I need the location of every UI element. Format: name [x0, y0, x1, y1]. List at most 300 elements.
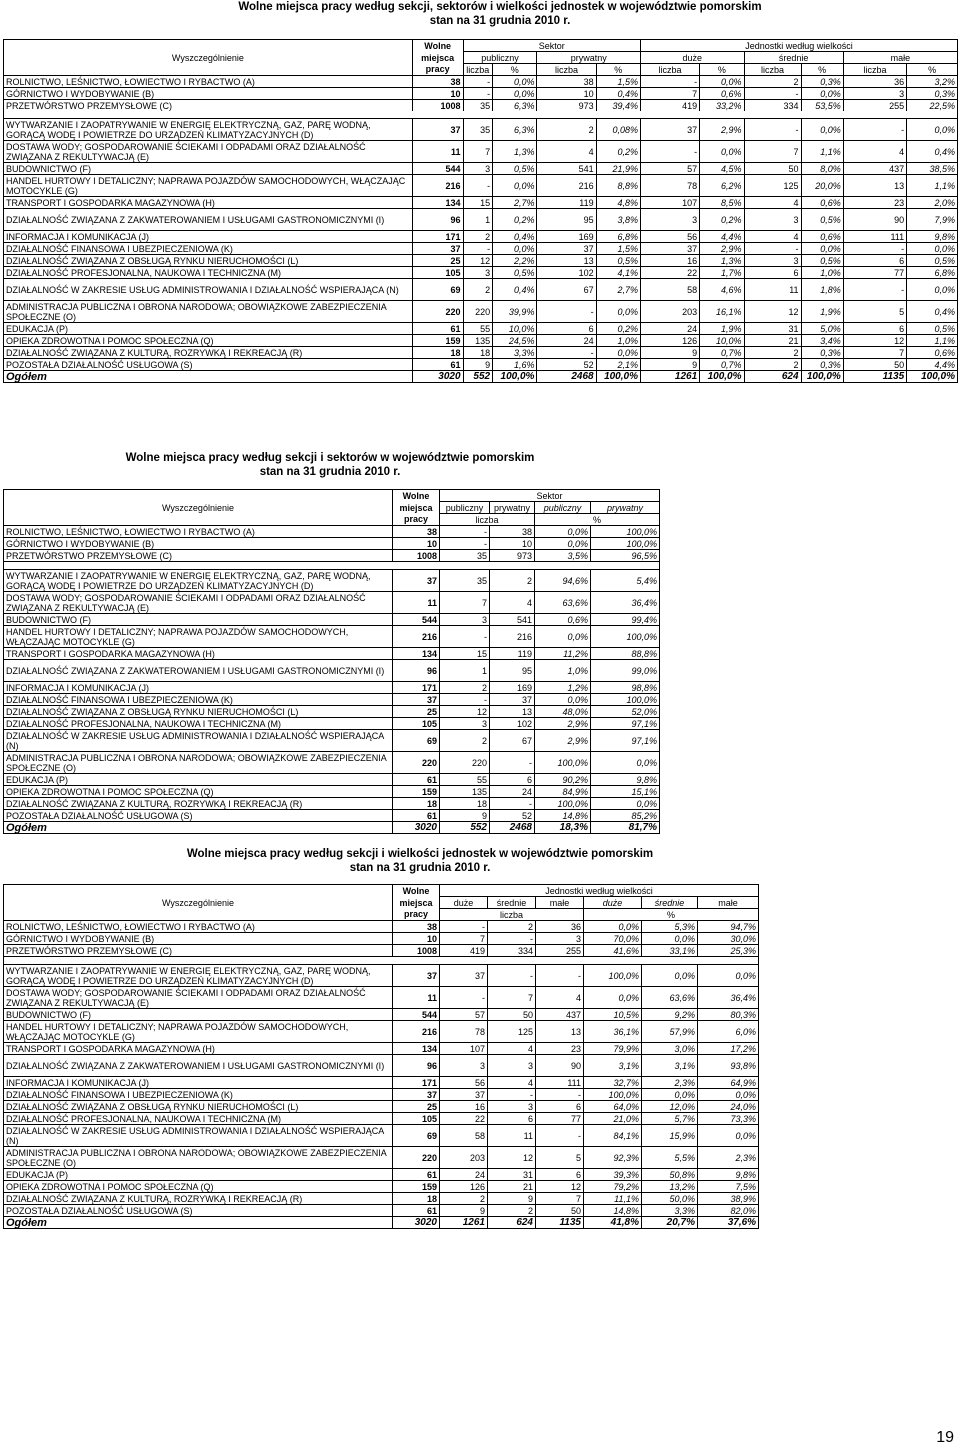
count-cell: 12 [843, 335, 906, 347]
percent-cell: 6,8% [907, 267, 958, 279]
row-label: ROLNICTWO, LEŚNICTWO, ŁOWIECTWO I RYBACTWO (A) [4, 921, 393, 933]
percent-cell: 0,5% [596, 255, 640, 267]
count-cell: 3 [440, 718, 490, 730]
table-row [4, 100, 958, 112]
count-cell: 37 [440, 965, 488, 987]
percent-cell: 100,0% [591, 526, 660, 538]
count-cell: 102 [537, 267, 596, 279]
count-cell: 24 [537, 335, 596, 347]
count-cell: 3 [488, 1101, 536, 1113]
percent-cell: 2,7% [493, 197, 537, 209]
row-label: ADMINISTRACJA PUBLICZNA I OBRONA NARODOWA; OBOWIĄZKOWE ZABEZPIECZENIA SPOŁECZNE (O) [4, 301, 413, 323]
count-cell: 55 [463, 323, 493, 335]
percent-cell: 92,3% [584, 1147, 642, 1169]
percent-cell: 6,0% [698, 1021, 759, 1043]
percent-cell: 1,9% [700, 323, 744, 335]
table1-header-pct: % [493, 64, 537, 76]
table-row [4, 550, 660, 562]
table-row [4, 209, 958, 231]
count-cell: - [640, 141, 699, 163]
count-cell: 12 [488, 1147, 536, 1169]
count-cell: 220 [463, 301, 493, 323]
table1-header-sektor: Sektor [463, 40, 640, 52]
table2-header-blank2 [4, 514, 393, 526]
count-cell: 107 [640, 197, 699, 209]
total-cell: 18 [412, 347, 463, 359]
table-row [4, 1217, 759, 1229]
table-row [4, 718, 660, 730]
count-cell: 1261 [640, 371, 699, 383]
percent-cell: 9,8% [591, 774, 660, 786]
percent-cell: 8,8% [596, 175, 640, 197]
percent-cell: 11,1% [584, 1193, 642, 1205]
count-cell: - [490, 798, 535, 810]
count-cell: 9 [440, 810, 490, 822]
row-label: DZIAŁALNOŚĆ FINANSOWA I UBEZPIECZENIOWA (K) [4, 243, 413, 255]
total-cell: 37 [393, 570, 440, 592]
percent-cell: 79,9% [584, 1043, 642, 1055]
percent-cell: 0,2% [596, 323, 640, 335]
percent-cell: 50,8% [642, 1169, 698, 1181]
count-cell: 56 [640, 231, 699, 243]
count-cell: - [463, 76, 493, 88]
count-cell: 13 [536, 1021, 584, 1043]
spacer-row [4, 562, 660, 570]
row-label: EDUKACJA (P) [4, 1169, 393, 1181]
percent-cell: 38,5% [907, 163, 958, 175]
table1-header-srednie: średnie [744, 52, 843, 64]
total-cell: 37 [412, 119, 463, 141]
percent-cell: 1,9% [801, 301, 843, 323]
row-label: PRZETWÓRSTWO PRZEMYSŁOWE (C) [4, 100, 413, 112]
row-label: ROLNICTWO, LEŚNICTWO, ŁOWIECTWO I RYBACTWO (A) [4, 526, 393, 538]
total-cell: 159 [412, 335, 463, 347]
total-cell: 220 [393, 752, 440, 774]
table3-header-blank2 [4, 909, 393, 921]
count-cell: 2 [744, 359, 801, 371]
percent-cell: 48,0% [535, 706, 591, 718]
total-cell: 25 [412, 255, 463, 267]
count-cell: 1135 [536, 1217, 584, 1229]
percent-cell: 94,6% [535, 570, 591, 592]
count-cell: - [537, 301, 596, 323]
percent-cell: 3,2% [907, 76, 958, 88]
percent-cell: 0,3% [801, 347, 843, 359]
percent-cell: 0,0% [801, 88, 843, 100]
percent-cell: 0,6% [801, 197, 843, 209]
row-label: ADMINISTRACJA PUBLICZNA I OBRONA NARODOWA; OBOWIĄZKOWE ZABEZPIECZENIA SPOŁECZNE (O) [4, 752, 393, 774]
count-cell: 3 [744, 209, 801, 231]
count-cell: 11 [488, 1125, 536, 1147]
percent-cell: 0,0% [907, 243, 958, 255]
total-cell: 69 [393, 730, 440, 752]
count-cell: 50 [536, 1205, 584, 1217]
count-cell: 37 [537, 243, 596, 255]
table-row [4, 1181, 759, 1193]
table3-title-line2: stan na 31 grudnia 2010 r. [349, 862, 491, 874]
total-cell: 38 [393, 921, 440, 933]
percent-cell: 0,6% [907, 347, 958, 359]
row-label: PRZETWÓRSTWO PRZEMYSŁOWE (C) [4, 945, 393, 957]
count-cell: - [744, 243, 801, 255]
row-label: OPIEKA ZDROWOTNA I POMOC SPOŁECZNA (Q) [4, 786, 393, 798]
count-cell: 35 [463, 119, 493, 141]
total-cell: 61 [412, 359, 463, 371]
total-cell: 1008 [412, 100, 463, 112]
count-cell: 102 [490, 718, 535, 730]
total-cell: 544 [412, 163, 463, 175]
total-cell: 18 [393, 1193, 440, 1205]
table1-header-male: małe [843, 52, 957, 64]
percent-cell: 1,1% [907, 335, 958, 347]
percent-cell: 1,8% [801, 279, 843, 301]
percent-cell: 39,9% [493, 301, 537, 323]
percent-cell: 24,0% [698, 1101, 759, 1113]
count-cell: 4 [537, 141, 596, 163]
count-cell: 135 [440, 786, 490, 798]
table-row [4, 231, 958, 243]
percent-cell: 3,1% [642, 1055, 698, 1077]
percent-cell: 39,4% [596, 100, 640, 112]
count-cell: 12 [536, 1181, 584, 1193]
percent-cell: 82,0% [698, 1205, 759, 1217]
table1-header-publiczny: publiczny [463, 52, 537, 64]
count-cell: - [440, 538, 490, 550]
table1-body [4, 76, 958, 383]
percent-cell: 85,2% [591, 810, 660, 822]
table-row [4, 1193, 759, 1205]
percent-cell: 97,1% [591, 718, 660, 730]
row-label: DOSTAWA WODY; GOSPODAROWANIE ŚCIEKAMI I ODPADAMI ORAZ DZIAŁALNOŚĆ ZWIĄZANA Z REKULTYWACJĄ (E) [4, 987, 393, 1009]
count-cell: 255 [536, 945, 584, 957]
count-cell: 50 [843, 359, 906, 371]
percent-cell: 0,6% [535, 614, 591, 626]
row-label: DZIAŁALNOŚĆ FINANSOWA I UBEZPIECZENIOWA (K) [4, 1089, 393, 1101]
row-label: DZIAŁALNOŚĆ ZWIĄZANA Z KULTURĄ, ROZRYWKĄ I REKREACJĄ (R) [4, 1193, 393, 1205]
count-cell: 5 [536, 1147, 584, 1169]
count-cell: 9 [440, 1205, 488, 1217]
total-cell: 96 [393, 660, 440, 682]
count-cell: 419 [640, 100, 699, 112]
percent-cell: 3,3% [493, 347, 537, 359]
total-cell: 3020 [393, 822, 440, 834]
count-cell: 56 [440, 1077, 488, 1089]
table3-header-blank [4, 885, 393, 897]
table3-header-wyszczegolnienie: Wyszczególnienie [4, 897, 393, 909]
table2-header-wyszczegolnienie: Wyszczególnienie [4, 502, 393, 514]
count-cell: 1 [440, 660, 490, 682]
percent-cell: 4,1% [596, 267, 640, 279]
total-cell: 220 [393, 1147, 440, 1169]
count-cell: 126 [440, 1181, 488, 1193]
total-cell: 544 [393, 614, 440, 626]
count-cell: - [744, 119, 801, 141]
row-label: DOSTAWA WODY; GOSPODAROWANIE ŚCIEKAMI I ODPADAMI ORAZ DZIAŁALNOŚĆ ZWIĄZANA Z REKULTYWACJĄ (E) [4, 592, 393, 614]
percent-cell: 63,6% [535, 592, 591, 614]
count-cell: 2 [537, 119, 596, 141]
percent-cell: 30,0% [698, 933, 759, 945]
percent-cell: 1,0% [535, 660, 591, 682]
count-cell: 255 [843, 100, 906, 112]
row-label: Ogółem [4, 371, 413, 383]
count-cell: 2 [490, 570, 535, 592]
total-cell: 11 [412, 141, 463, 163]
percent-cell: 24,5% [493, 335, 537, 347]
table-row [4, 88, 958, 100]
percent-cell: 2,0% [907, 197, 958, 209]
count-cell: 15 [463, 197, 493, 209]
percent-cell: 0,6% [801, 231, 843, 243]
count-cell: 50 [744, 163, 801, 175]
row-label: POZOSTAŁA DZIAŁALNOŚĆ USŁUGOWA (S) [4, 359, 413, 371]
percent-cell: 0,0% [642, 933, 698, 945]
count-cell: 52 [490, 810, 535, 822]
total-cell: 134 [393, 648, 440, 660]
table-row [4, 279, 958, 301]
table-row [4, 752, 660, 774]
count-cell: 4 [843, 141, 906, 163]
table-row [4, 798, 660, 810]
percent-cell: 38,9% [698, 1193, 759, 1205]
row-label: DZIAŁALNOŚĆ ZWIĄZANA Z OBSŁUGĄ RYNKU NIERUCHOMOŚCI (L) [4, 706, 393, 718]
count-cell: 7 [744, 141, 801, 163]
percent-cell: 0,0% [584, 987, 642, 1009]
percent-cell: 0,5% [801, 209, 843, 231]
count-cell: 95 [537, 209, 596, 231]
table-row [4, 1113, 759, 1125]
count-cell: 37 [490, 694, 535, 706]
table-row [4, 359, 958, 371]
row-label: OPIEKA ZDROWOTNA I POMOC SPOŁECZNA (Q) [4, 335, 413, 347]
percent-cell: 73,3% [698, 1113, 759, 1125]
row-label: OPIEKA ZDROWOTNA I POMOC SPOŁECZNA (Q) [4, 1181, 393, 1193]
count-cell: 67 [490, 730, 535, 752]
percent-cell: 6,8% [596, 231, 640, 243]
percent-cell: 4,4% [907, 359, 958, 371]
row-label: EDUKACJA (P) [4, 323, 413, 335]
table-row [4, 694, 660, 706]
row-label: Ogółem [4, 822, 393, 834]
count-cell: - [440, 626, 490, 648]
percent-cell: 5,5% [642, 1147, 698, 1169]
percent-cell: 39,3% [584, 1169, 642, 1181]
total-cell: 3020 [412, 371, 463, 383]
percent-cell: 0,2% [493, 209, 537, 231]
table1-header-pracy: pracy [412, 64, 463, 76]
percent-cell: 10,0% [700, 335, 744, 347]
percent-cell: 100,0% [493, 371, 537, 383]
percent-cell: 15,9% [642, 1125, 698, 1147]
percent-cell: 64,9% [698, 1077, 759, 1089]
percent-cell: 0,0% [584, 921, 642, 933]
count-cell: 7 [463, 141, 493, 163]
table3-header-liczba: liczba [440, 909, 584, 921]
percent-cell: 100,0% [584, 965, 642, 987]
row-label: DZIAŁALNOŚĆ PROFESJONALNA, NAUKOWA I TECHNICZNA (M) [4, 718, 393, 730]
count-cell: 57 [440, 1009, 488, 1021]
count-cell: 419 [440, 945, 488, 957]
count-cell: 3 [463, 163, 493, 175]
percent-cell: 0,0% [698, 1125, 759, 1147]
row-label: GÓRNICTWO I WYDOBYWANIE (B) [4, 933, 393, 945]
count-cell: 7 [536, 1193, 584, 1205]
percent-cell: 98,8% [591, 682, 660, 694]
percent-cell: 36,1% [584, 1021, 642, 1043]
row-label: DZIAŁALNOŚĆ W ZAKRESIE USŁUG ADMINISTROWANIA I DZIAŁALNOŚĆ WSPIERAJĄCA (N) [4, 279, 413, 301]
table-row [4, 243, 958, 255]
table3-body [4, 921, 759, 1229]
total-cell: 1008 [393, 945, 440, 957]
percent-cell: 1,1% [801, 141, 843, 163]
count-cell: 67 [537, 279, 596, 301]
percent-cell: 50,0% [642, 1193, 698, 1205]
table2-title-line2: stan na 31 grudnia 2010 r. [259, 466, 401, 478]
count-cell: 10 [537, 88, 596, 100]
total-cell: 1008 [393, 550, 440, 562]
count-cell: 2 [488, 921, 536, 933]
count-cell: - [440, 921, 488, 933]
count-cell: 4 [488, 1077, 536, 1089]
count-cell: 90 [536, 1055, 584, 1077]
count-cell: - [537, 347, 596, 359]
table1-header-liczba: liczba [843, 64, 906, 76]
count-cell: 50 [488, 1009, 536, 1021]
count-cell: 58 [440, 1125, 488, 1147]
percent-cell: 2,2% [493, 255, 537, 267]
count-cell: 57 [640, 163, 699, 175]
count-cell: 2 [488, 1205, 536, 1217]
table-row [4, 119, 958, 141]
table-row [4, 822, 660, 834]
percent-cell: 1,7% [700, 267, 744, 279]
row-label: DZIAŁALNOŚĆ ZWIĄZANA Z OBSŁUGĄ RYNKU NIERUCHOMOŚCI (L) [4, 1101, 393, 1113]
count-cell: 3 [440, 1055, 488, 1077]
row-label: ADMINISTRACJA PUBLICZNA I OBRONA NARODOWA; OBOWIĄZKOWE ZABEZPIECZENIA SPOŁECZNE (O) [4, 1147, 393, 1169]
count-cell: 4 [488, 1043, 536, 1055]
table3-header-wolne: Wolne [393, 885, 440, 897]
count-cell: 541 [490, 614, 535, 626]
percent-cell: 2,3% [642, 1077, 698, 1089]
percent-cell: 13,2% [642, 1181, 698, 1193]
percent-cell: 25,3% [698, 945, 759, 957]
percent-cell: 100,0% [591, 538, 660, 550]
count-cell: - [843, 119, 906, 141]
total-cell: 61 [393, 1169, 440, 1181]
table3-header-pracy: pracy [393, 909, 440, 921]
row-label: WYTWARZANIE I ZAOPATRYWANIE W ENERGIĘ ELEKTRYCZNĄ, GAZ, PARĘ WODNĄ, GORĄCĄ WODĘ I POWIETRZE DO URZĄDZEŃ KLIMATYZACYJNYCH (D) [4, 119, 413, 141]
count-cell: 38 [537, 76, 596, 88]
percent-cell: 36,4% [698, 987, 759, 1009]
percent-cell: 1,3% [700, 255, 744, 267]
percent-cell: 57,9% [642, 1021, 698, 1043]
count-cell: 1261 [440, 1217, 488, 1229]
count-cell: 4 [536, 987, 584, 1009]
table-row [4, 614, 660, 626]
total-cell: 10 [393, 538, 440, 550]
percent-cell: 93,8% [698, 1055, 759, 1077]
total-cell: 18 [393, 798, 440, 810]
table2-header-miejsca: miejsca [393, 502, 440, 514]
table1-header-blank [4, 40, 413, 52]
table-row [4, 933, 759, 945]
count-cell: 2468 [490, 822, 535, 834]
table2-title-line1: Wolne miejsca pracy według sekcji i sektorów w województwie pomorskim [125, 452, 535, 464]
row-label: DZIAŁALNOŚĆ ZWIĄZANA Z OBSŁUGĄ RYNKU NIERUCHOMOŚCI (L) [4, 255, 413, 267]
percent-cell: 52,0% [591, 706, 660, 718]
percent-cell: 0,0% [642, 1089, 698, 1101]
table1-header-pct: % [700, 64, 744, 76]
count-cell: 973 [537, 100, 596, 112]
percent-cell: 2,7% [596, 279, 640, 301]
percent-cell: 2,3% [698, 1147, 759, 1169]
row-label: GÓRNICTWO I WYDOBYWANIE (B) [4, 88, 413, 100]
count-cell: 216 [490, 626, 535, 648]
total-cell: 159 [393, 786, 440, 798]
count-cell: 624 [488, 1217, 536, 1229]
count-cell: 107 [440, 1043, 488, 1055]
table1-header-wolne: Wolne [412, 40, 463, 52]
table-row [4, 1169, 759, 1181]
table1 [3, 39, 958, 383]
percent-cell: 1,6% [493, 359, 537, 371]
count-cell: - [536, 1089, 584, 1101]
row-label: DZIAŁALNOŚĆ ZWIĄZANA Z ZAKWATEROWANIEM I USŁUGAMI GASTRONOMICZNYMI (I) [4, 1055, 393, 1077]
count-cell: 78 [640, 175, 699, 197]
count-cell: 3 [640, 209, 699, 231]
percent-cell: 97,1% [591, 730, 660, 752]
count-cell: 36 [536, 921, 584, 933]
percent-cell: 0,0% [596, 301, 640, 323]
percent-cell: 0,6% [700, 88, 744, 100]
total-cell: 69 [393, 1125, 440, 1147]
table-row [4, 570, 660, 592]
count-cell: 13 [843, 175, 906, 197]
total-cell: 134 [412, 197, 463, 209]
count-cell: 10 [490, 538, 535, 550]
count-cell: 2 [440, 1193, 488, 1205]
total-cell: 216 [393, 626, 440, 648]
count-cell: 125 [488, 1021, 536, 1043]
count-cell: - [640, 76, 699, 88]
table-row [4, 323, 958, 335]
percent-cell: 0,0% [493, 76, 537, 88]
table-row [4, 1077, 759, 1089]
total-cell: 216 [412, 175, 463, 197]
percent-cell: 0,4% [493, 279, 537, 301]
table-row [4, 774, 660, 786]
percent-cell: 84,1% [584, 1125, 642, 1147]
count-cell: - [488, 965, 536, 987]
percent-cell: 88,8% [591, 648, 660, 660]
percent-cell: 90,2% [535, 774, 591, 786]
table-row [4, 76, 958, 88]
row-label: DZIAŁALNOŚĆ PROFESJONALNA, NAUKOWA I TECHNICZNA (M) [4, 267, 413, 279]
count-cell: 55 [440, 774, 490, 786]
percent-cell: 100,0% [591, 694, 660, 706]
count-cell: 119 [490, 648, 535, 660]
table3-header-srednie: średnie [488, 897, 536, 909]
percent-cell: 9,8% [907, 231, 958, 243]
percent-cell: 99,4% [591, 614, 660, 626]
table2-header-pct: % [535, 514, 660, 526]
row-label: DOSTAWA WODY; GOSPODAROWANIE ŚCIEKAMI I ODPADAMI ORAZ DZIAŁALNOŚĆ ZWIĄZANA Z REKULTYWACJĄ (E) [4, 141, 413, 163]
count-cell: 169 [537, 231, 596, 243]
table3 [3, 884, 759, 1229]
count-cell: 3 [744, 255, 801, 267]
percent-cell: 0,0% [535, 694, 591, 706]
count-cell: 31 [744, 323, 801, 335]
percent-cell: 7,5% [698, 1181, 759, 1193]
